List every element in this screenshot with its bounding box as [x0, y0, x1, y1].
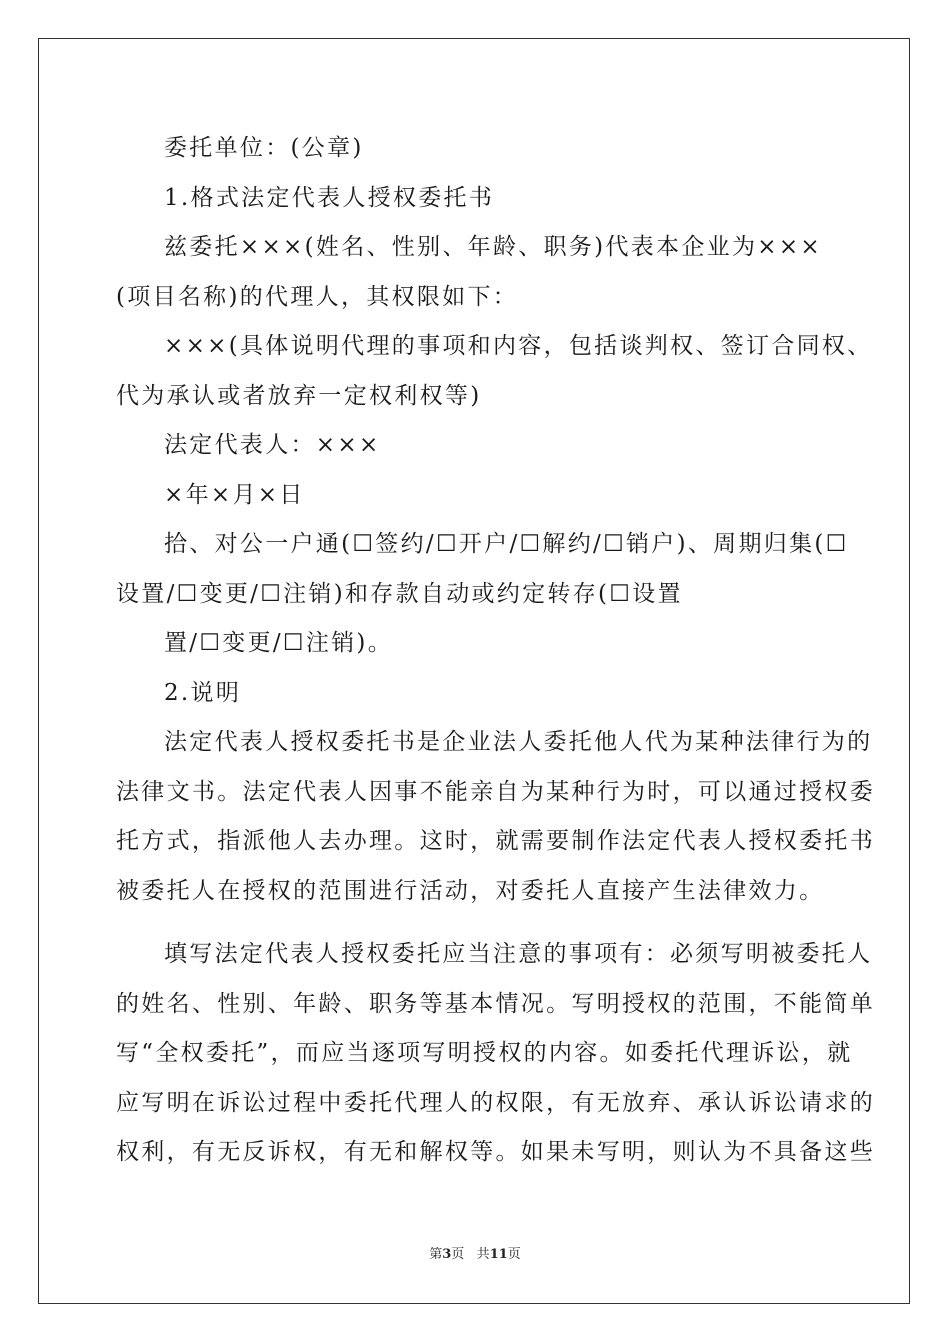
- paragraph-line: 权利，有无反诉权，有无和解权等。如果未写明，则认为不具备这些: [116, 1139, 875, 1165]
- paragraph-line: 置/☐变更/☐注销)。: [164, 630, 394, 656]
- paragraph-line: 的姓名、性别、年龄、职务等基本情况。写明授权的范围，不能简单: [116, 990, 875, 1017]
- section-heading-explanation: 2.说明: [164, 679, 242, 706]
- paragraph-line: 托方式，指派他人去办理。这时，就需要制作法定代表人授权委托书: [116, 828, 875, 854]
- paragraph-line: 设置/☐变更/☐注销)和存款自动或约定转存(☐设置: [116, 580, 683, 607]
- paragraph-line: 法律文书。法定代表人因事不能亲自为某种行为时，可以通过授权委: [116, 778, 875, 805]
- total-pages: 11: [489, 1247, 508, 1262]
- paragraph-line: 拾、对公一户通(☐签约/☐开户/☐解约/☐销户)、周期归集(☐: [164, 531, 849, 557]
- page-number: 3: [442, 1247, 452, 1262]
- paragraph-line: 兹委托×××(姓名、性别、年龄、职务)代表本企业为×××: [164, 234, 822, 260]
- paragraph-line: 写“全权委托”，而应当逐项写明授权的内容。如委托代理诉讼，就: [116, 1040, 853, 1066]
- paragraph-line: (项目名称)的代理人，其权限如下：: [116, 283, 519, 310]
- date-line: ×年×月×日: [164, 481, 305, 508]
- paragraph-line: 填写法定代表人授权委托应当注意的事项有：必须写明被委托人: [164, 941, 873, 967]
- total-suffix: 页: [507, 1247, 521, 1262]
- delegating-unit-line: 委托单位：(公章): [164, 135, 364, 161]
- page-prefix: 第: [429, 1247, 443, 1262]
- page-footer: [0, 1243, 950, 1262]
- paragraph-line: 法定代表人授权委托书是企业法人委托他人代为某种法律行为的: [164, 729, 873, 755]
- document-body: [116, 124, 875, 1178]
- page-suffix: 页: [451, 1247, 465, 1262]
- paragraph-gap: [116, 916, 836, 930]
- paragraph-line: 应写明在诉讼过程中委托代理人的权限，有无放弃、承认诉讼请求的: [116, 1089, 875, 1116]
- legal-representative-line: 法定代表人：×××: [164, 432, 381, 458]
- total-prefix: 共: [476, 1247, 490, 1262]
- paragraph-line: 被委托人在授权的范围进行活动，对委托人直接产生法律效力。: [116, 877, 825, 904]
- section-heading-format: 1.格式法定代表人授权委托书: [164, 184, 495, 211]
- paragraph-line: 代为承认或者放弃一定权利权等): [116, 382, 482, 409]
- paragraph-line: ×××(具体说明代理的事项和内容，包括谈判权、签订合同权、: [164, 333, 873, 359]
